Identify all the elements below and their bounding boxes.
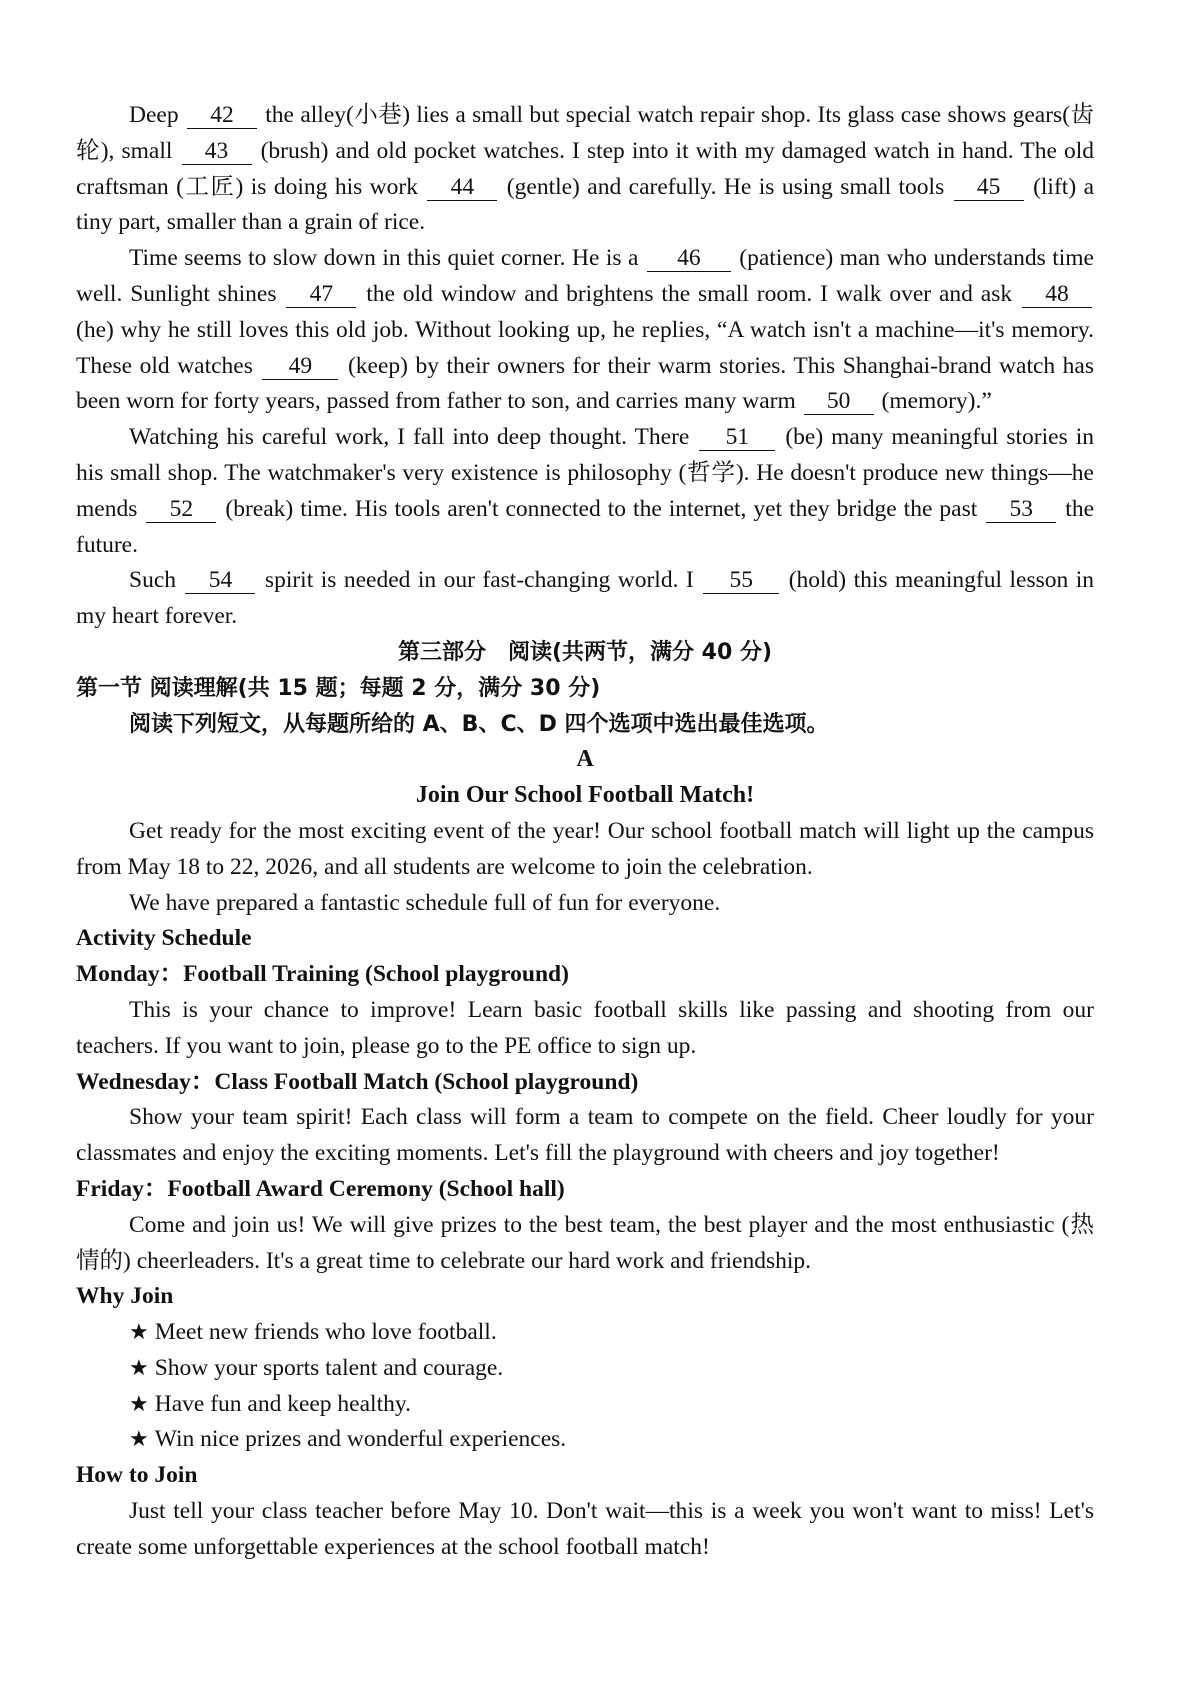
instruction-text: 阅读下列短文，从每题所给的 A、B、C、D 四个选项中选出最佳选项。	[129, 711, 829, 737]
how-text: Just tell your class teacher before May 10. Don't wait—this is a week you won't want to miss! Let's create some unforgettable experiences at the school football match!	[76, 1498, 1094, 1560]
blank-54[interactable]: 54	[185, 567, 255, 594]
monday-heading: Monday：Football Training (School playground)	[76, 961, 569, 988]
cloze-paragraph-4	[76, 563, 1094, 635]
list-item: ★ Have fun and keep healthy.	[129, 1390, 411, 1417]
part3-title: 第三部分 阅读(共两节，满分 40 分)	[397, 639, 773, 665]
blank-42[interactable]: 42	[187, 102, 257, 129]
passage-title: Join Our School Football Match!	[415, 782, 755, 809]
intro-paragraph-2: We have prepared a fantastic schedule full of fun for everyone.	[129, 889, 721, 916]
cloze-paragraph-3	[76, 420, 1094, 563]
text: (hold) this meaningful lesson in my heart forever.	[76, 567, 1095, 630]
list-item: ★ Show your sports talent and courage.	[129, 1354, 504, 1381]
list-item: ★ Win nice prizes and wonderful experiences.	[129, 1426, 567, 1453]
blank-46[interactable]: 46	[647, 245, 731, 272]
text: (brush) and old pocket watches. I step into it with my damaged watch in hand. The old craftsman (工匠) is doing his work	[76, 137, 1094, 200]
blank-44[interactable]: 44	[427, 174, 497, 201]
intro-paragraph-1: Get ready for the most exciting event of the year! Our school football match will light up the campus from May 18 to 22, 2026, and all students are welcome to join the celebration.	[76, 817, 1094, 880]
star-icon: ★	[129, 1427, 149, 1453]
blank-47[interactable]: 47	[286, 281, 356, 308]
text: Such	[129, 567, 184, 594]
text: the alley(小巷) lies a small but special watch repair shop. Its glass case shows gears(齿轮), small	[76, 102, 1094, 164]
blank-45[interactable]: 45	[954, 174, 1024, 201]
text: (lift) a tiny part, smaller than a grain of rice.	[76, 173, 1094, 236]
text: (gentle) and carefully. He is using small tools	[499, 173, 952, 200]
list-item: ★ Meet new friends who love football.	[129, 1319, 497, 1346]
wednesday-heading: Wednesday：Class Football Match (School playground)	[76, 1068, 639, 1095]
text: spirit is needed in our fast-changing world. I	[257, 567, 702, 594]
blank-43[interactable]: 43	[182, 138, 252, 165]
monday-text: This is your chance to improve! Learn basic football skills like passing and shooting from our teachers. If you want to join, please go to the PE office to sign up.	[76, 996, 1094, 1059]
text: (keep) by their owners for their warm stories. This Shanghai-brand watch has been worn for forty years, passed from father to son, and carries many warm	[76, 352, 1095, 415]
text: (memory).”	[875, 388, 992, 415]
text: Deep	[129, 102, 185, 128]
star-icon: ★	[129, 1355, 149, 1381]
text: the old window and brightens the small room. I walk over and ask	[358, 280, 1020, 307]
friday-text: Come and join us! We will give prizes to the best team, the best player and the most enthusiastic (热情的) cheerleaders. It's a great time to celebrate our hard work and friendship.	[76, 1211, 1094, 1274]
text: Watching his careful work, I fall into deep thought. There	[129, 424, 698, 451]
text: (he) why he still loves this old job. Without looking up, he replies, “A watch isn't a machine—it's memory. These old watches	[76, 316, 1094, 379]
text: Time seems to slow down in this quiet corner. He is a	[129, 245, 645, 272]
how-heading: How to Join	[76, 1462, 198, 1489]
blank-51[interactable]: 51	[699, 424, 775, 451]
cloze-paragraph-1	[76, 98, 1094, 241]
blank-49[interactable]: 49	[262, 353, 338, 380]
wednesday-text: Show your team spirit! Each class will form a team to compete on the field. Cheer loudly for your classmates and enjoy the exciting moments. Let's fill the playground with cheers and joy together!	[76, 1104, 1094, 1167]
star-icon: ★	[129, 1391, 149, 1417]
blank-50[interactable]: 50	[804, 388, 874, 415]
section1-title: 第一节 阅读理解(共 15 题；每题 2 分，满分 30 分)	[76, 675, 601, 701]
schedule-heading: Activity Schedule	[76, 925, 252, 952]
blank-55[interactable]: 55	[703, 567, 779, 594]
blank-48[interactable]: 48	[1022, 281, 1092, 308]
why-heading: Why Join	[76, 1283, 174, 1310]
passage-letter: A	[576, 746, 594, 773]
cloze-paragraph-2	[76, 241, 1094, 420]
text: (patience) man who understands time well. Sunlight shines	[76, 245, 1094, 307]
text: the future.	[76, 495, 1095, 558]
friday-heading: Friday：Football Award Ceremony (School hall)	[76, 1175, 565, 1202]
text: (be) many meaningful stories in his small shop. The watchmaker's very existence is philosophy (哲学). He doesn't produce new things—he mends	[76, 424, 1094, 522]
star-icon: ★	[129, 1320, 149, 1346]
text: (break) time. His tools aren't connected to the internet, yet they bridge the past	[218, 495, 985, 522]
blank-53[interactable]: 53	[986, 496, 1056, 523]
blank-52[interactable]: 52	[146, 496, 216, 523]
